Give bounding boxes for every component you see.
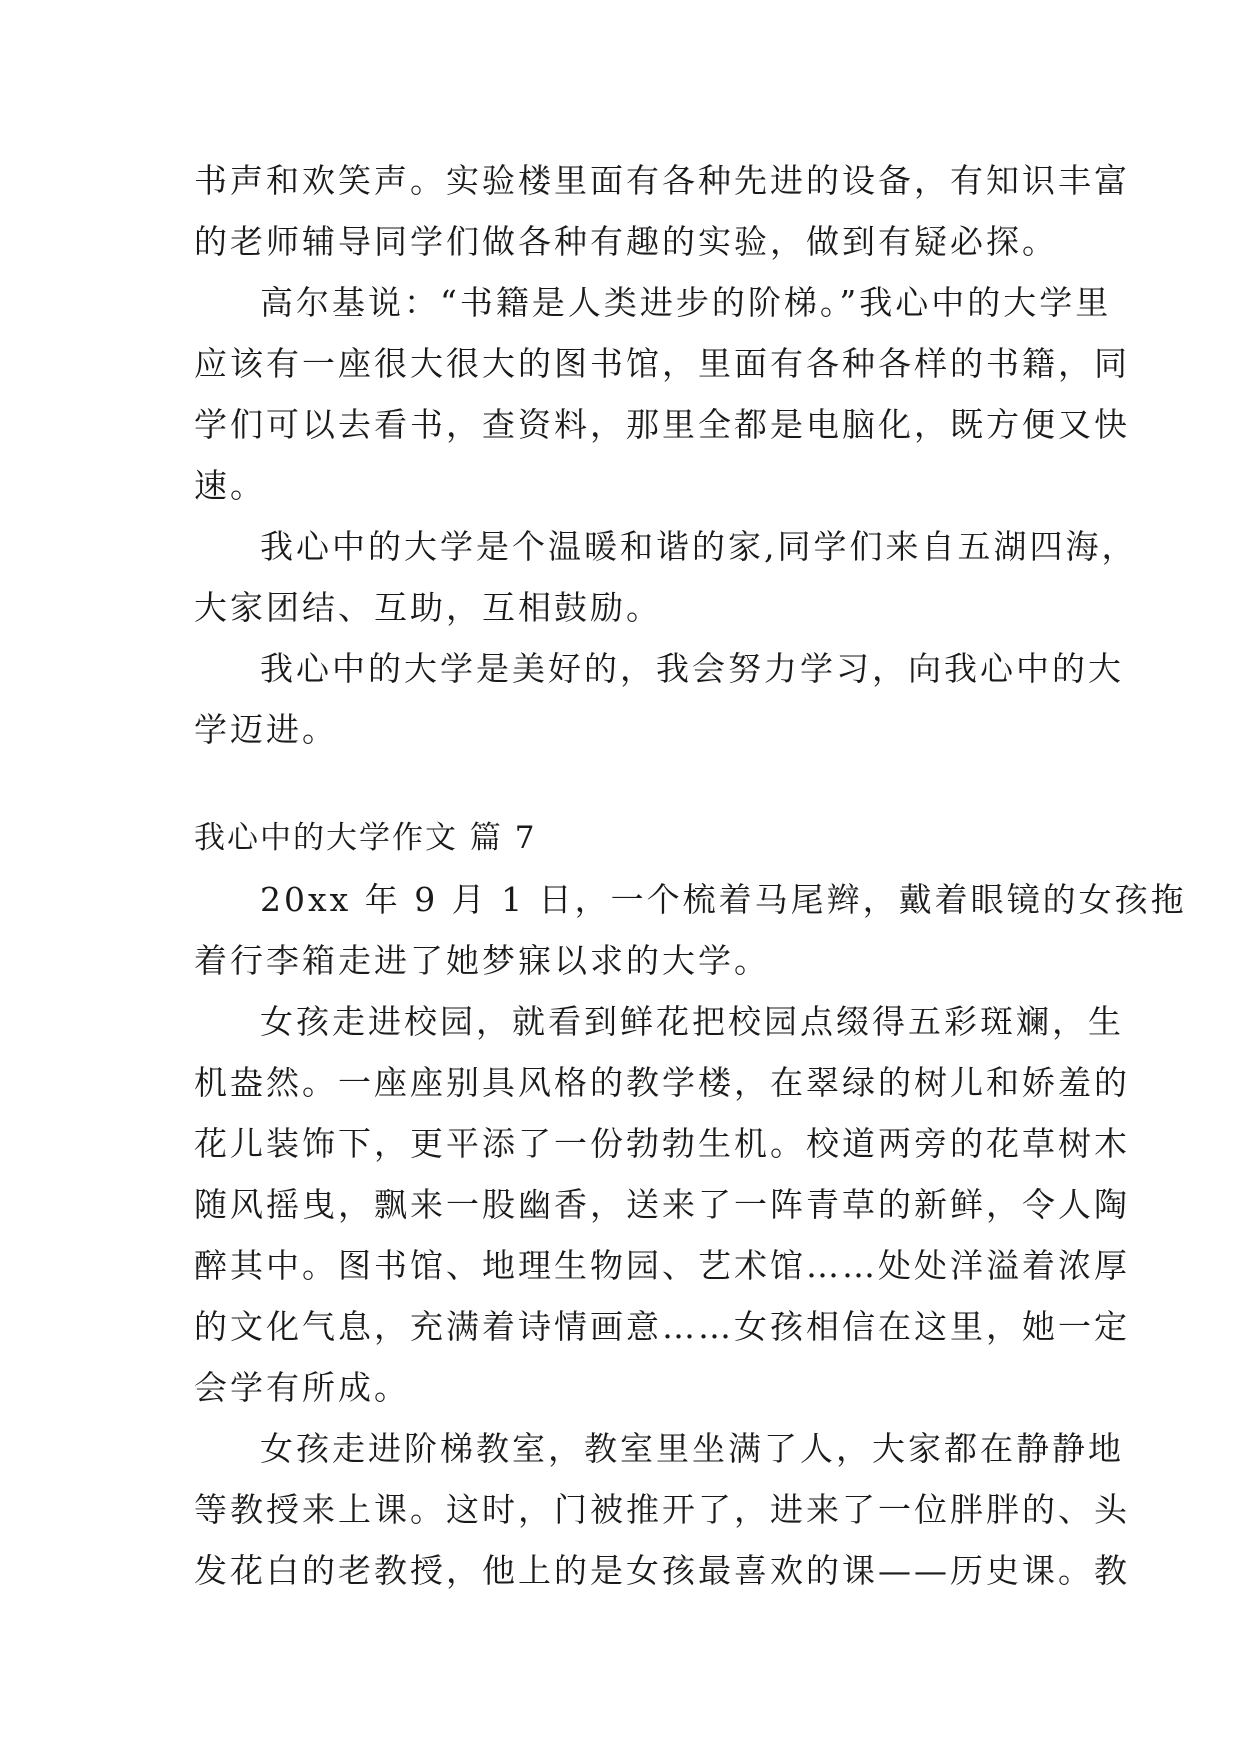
text-line: 高尔基说：“书籍是人类进步的阶梯。”我心中的大学里: [260, 283, 1112, 322]
text-line: 着行李箱走进了她梦寐以求的大学。: [194, 941, 770, 980]
text-line: 速。: [194, 466, 266, 505]
text-line: 机盎然。一座座别具风格的教学楼，在翠绿的树儿和娇羞的: [194, 1063, 1130, 1102]
text-line: 我心中的大学是美好的，我会努力学习，向我心中的大: [260, 649, 1124, 688]
document-page: [194, 150, 1187, 1601]
text-line: 醉其中。图书馆、地理生物园、艺术馆……处处洋溢着浓厚: [194, 1246, 1130, 1285]
text-line: 的文化气息，充满着诗情画意……女孩相信在这里，她一定: [194, 1307, 1130, 1346]
text-line: 大家团结、互助，互相鼓励。: [194, 588, 662, 627]
section-heading: 我心中的大学作文 篇 7: [194, 820, 537, 856]
text-line: 随风摇曳，飘来一股幽香，送来了一阵青草的新鲜，令人陶: [194, 1185, 1130, 1224]
text-line: 20xx 年 9 月 1 日，一个梳着马尾辫，戴着眼镜的女孩拖: [260, 880, 1187, 919]
text-line: 书声和欢笑声。实验楼里面有各种先进的设备，有知识丰富: [194, 161, 1130, 200]
text-line: 花儿装饰下，更平添了一份勃勃生机。校道两旁的花草树木: [194, 1124, 1130, 1163]
text-line: 女孩走进校园，就看到鲜花把校园点缀得五彩斑斓，生: [260, 1002, 1124, 1041]
text-line: 应该有一座很大很大的图书馆，里面有各种各样的书籍，同: [194, 344, 1130, 383]
text-line: 会学有所成。: [194, 1368, 410, 1407]
text-line: 学迈进。: [194, 710, 338, 749]
text-line: 我心中的大学是个温暖和谐的家,同学们来自五湖四海，: [260, 527, 1138, 566]
text-line: 学们可以去看书，查资料，那里全都是电脑化，既方便又快: [194, 405, 1130, 444]
section-gap: [194, 760, 1054, 808]
text-line: 发花白的老教授，他上的是女孩最喜欢的课——历史课。教: [194, 1551, 1130, 1590]
text-line: 女孩走进阶梯教室，教室里坐满了人，大家都在静静地: [260, 1429, 1124, 1468]
text-line: 的老师辅导同学们做各种有趣的实验，做到有疑必探。: [194, 222, 1058, 261]
text-line: 等教授来上课。这时，门被推开了，进来了一位胖胖的、头: [194, 1490, 1130, 1529]
